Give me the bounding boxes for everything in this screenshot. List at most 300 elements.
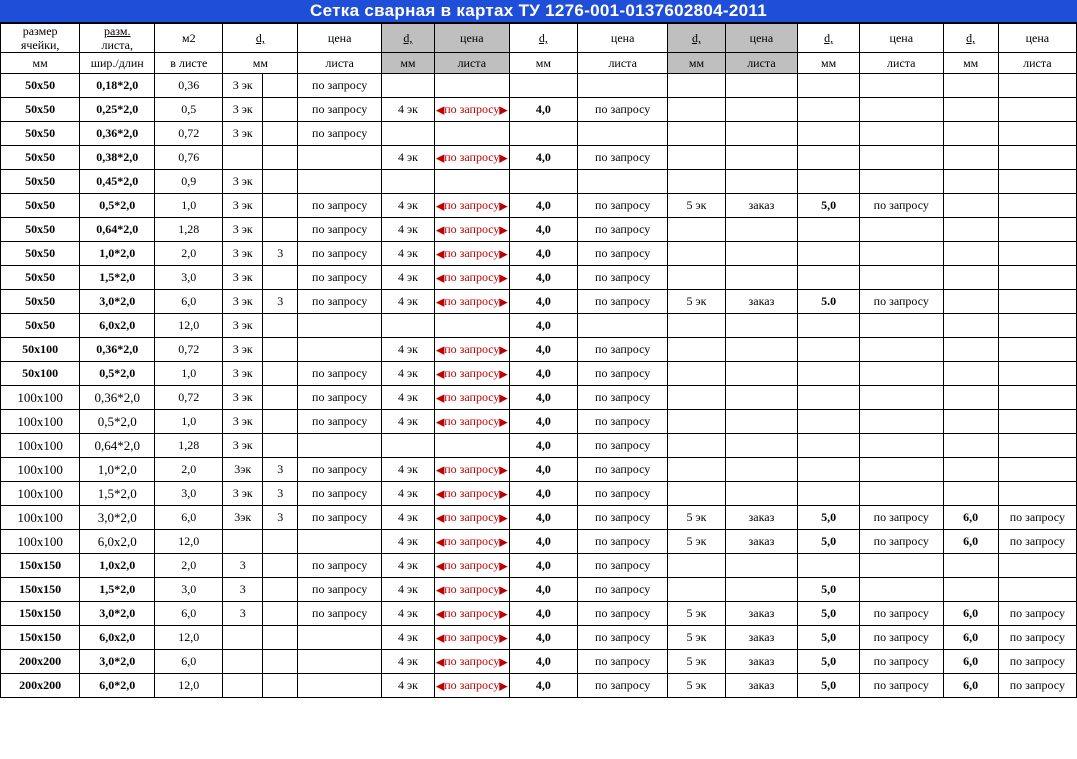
cell-diameter-3b xyxy=(263,74,298,98)
cell-area-m2: 12,0 xyxy=(155,626,223,650)
cell-price-3: по запросу xyxy=(298,482,382,506)
cell-price-5b xyxy=(859,554,943,578)
cell-diameter-5 xyxy=(668,170,725,194)
header-price-6: цена xyxy=(998,24,1076,53)
cell-diameter-6: 6,0 xyxy=(943,626,998,650)
cell-price-4b: по запросу xyxy=(578,458,668,482)
cell-diameter-3b: 3 xyxy=(263,242,298,266)
cell-mesh-size: 100x100 xyxy=(1,386,80,410)
cell-area-m2: 6,0 xyxy=(155,506,223,530)
cell-area-m2: 1,0 xyxy=(155,194,223,218)
cell-diameter-3b xyxy=(263,602,298,626)
cell-diameter-5b: 5,0 xyxy=(798,578,860,602)
cell-price-6: по запросу xyxy=(998,506,1076,530)
cell-price-4b: по запросу xyxy=(578,578,668,602)
cell-price-4b: по запросу xyxy=(578,602,668,626)
cell-sheet-size: 0,64*2,0 xyxy=(80,434,155,458)
cell-diameter-6 xyxy=(943,314,998,338)
cell-price-5 xyxy=(725,314,798,338)
table-row xyxy=(1,338,1077,362)
table-row xyxy=(1,146,1077,170)
cell-price-5 xyxy=(725,170,798,194)
cell-diameter-5 xyxy=(668,314,725,338)
cell-diameter-6 xyxy=(943,362,998,386)
cell-price-4b: по запросу xyxy=(578,650,668,674)
cell-price-3: по запросу xyxy=(298,242,382,266)
cell-price-4b: по запросу xyxy=(578,482,668,506)
cell-price-3 xyxy=(298,338,382,362)
cell-price-5: заказ xyxy=(725,194,798,218)
table-row xyxy=(1,290,1077,314)
cell-price-4 xyxy=(434,122,509,146)
cell-mesh-size: 100x100 xyxy=(1,530,80,554)
cell-diameter-4 xyxy=(382,434,435,458)
cell-area-m2: 2,0 xyxy=(155,554,223,578)
cell-mesh-size: 100x100 xyxy=(1,482,80,506)
cell-price-4b: по запросу xyxy=(578,554,668,578)
cell-price-3 xyxy=(298,170,382,194)
cell-price-4b: по запросу xyxy=(578,434,668,458)
cell-diameter-5 xyxy=(668,266,725,290)
cell-diameter-3b xyxy=(263,626,298,650)
table-row xyxy=(1,554,1077,578)
cell-price-4b: по запросу xyxy=(578,146,668,170)
cell-price-6 xyxy=(998,314,1076,338)
cell-diameter-3b xyxy=(263,578,298,602)
header-units-mm-5b: мм xyxy=(798,53,860,74)
header-d-4: d, xyxy=(382,24,435,53)
cell-mesh-size: 50x50 xyxy=(1,98,80,122)
cell-diameter-4b: 4,0 xyxy=(509,674,577,698)
cell-price-5b xyxy=(859,170,943,194)
cell-sheet-size: 6,0x2,0 xyxy=(80,314,155,338)
cell-sheet-size: 0,25*2,0 xyxy=(80,98,155,122)
cell-diameter-4b xyxy=(509,122,577,146)
cell-price-4: ◀ по запросу ▶ xyxy=(434,146,509,170)
table-row xyxy=(1,194,1077,218)
cell-price-5 xyxy=(725,146,798,170)
cell-mesh-size: 100x100 xyxy=(1,506,80,530)
cell-price-3: по запросу xyxy=(298,266,382,290)
cell-diameter-4b: 4,0 xyxy=(509,482,577,506)
cell-mesh-size: 50x50 xyxy=(1,194,80,218)
cell-diameter-6 xyxy=(943,122,998,146)
cell-diameter-5b: 5,0 xyxy=(798,530,860,554)
cell-diameter-5b xyxy=(798,74,860,98)
cell-sheet-size: 0,5*2,0 xyxy=(80,362,155,386)
cell-price-5 xyxy=(725,434,798,458)
table-row xyxy=(1,242,1077,266)
cell-price-6 xyxy=(998,242,1076,266)
cell-diameter-4: 4 эк xyxy=(382,98,435,122)
cell-price-3 xyxy=(298,314,382,338)
cell-price-4: ◀ по запросу ▶ xyxy=(434,242,509,266)
cell-price-6 xyxy=(998,98,1076,122)
cell-price-5 xyxy=(725,458,798,482)
cell-price-3: по запросу xyxy=(298,98,382,122)
cell-diameter-5: 5 эк xyxy=(668,650,725,674)
cell-diameter-6: 6,0 xyxy=(943,506,998,530)
cell-area-m2: 3,0 xyxy=(155,266,223,290)
cell-price-5: заказ xyxy=(725,602,798,626)
cell-diameter-4b: 4,0 xyxy=(509,98,577,122)
cell-area-m2: 1,28 xyxy=(155,434,223,458)
cell-diameter-3b xyxy=(263,410,298,434)
cell-price-5: заказ xyxy=(725,674,798,698)
cell-diameter-4b: 4,0 xyxy=(509,242,577,266)
cell-price-4: ◀ по запросу ▶ xyxy=(434,218,509,242)
cell-price-6 xyxy=(998,146,1076,170)
cell-mesh-size: 100x100 xyxy=(1,434,80,458)
cell-price-5b xyxy=(859,242,943,266)
cell-price-6 xyxy=(998,578,1076,602)
cell-price-3: по запросу xyxy=(298,74,382,98)
header-units-list-5b: листа xyxy=(859,53,943,74)
cell-diameter-5b xyxy=(798,146,860,170)
cell-mesh-size: 50x50 xyxy=(1,146,80,170)
cell-diameter-4b: 4,0 xyxy=(509,458,577,482)
table-row xyxy=(1,314,1077,338)
cell-mesh-size: 50x100 xyxy=(1,338,80,362)
cell-diameter-6: 6,0 xyxy=(943,530,998,554)
cell-diameter-5 xyxy=(668,146,725,170)
cell-price-5b xyxy=(859,314,943,338)
cell-diameter-4b: 4,0 xyxy=(509,530,577,554)
header-price-5b: цена xyxy=(859,24,943,53)
cell-area-m2: 0,72 xyxy=(155,122,223,146)
cell-price-4: ◀ по запросу ▶ xyxy=(434,554,509,578)
cell-diameter-3: 3эк xyxy=(223,506,263,530)
cell-diameter-3: 3 эк xyxy=(223,290,263,314)
cell-diameter-3b xyxy=(263,674,298,698)
header-d-4b: d, xyxy=(509,24,577,53)
header-sheet-size: разм. листа, xyxy=(80,24,155,53)
cell-price-6: по запросу xyxy=(998,602,1076,626)
cell-price-4b: по запросу xyxy=(578,626,668,650)
cell-diameter-5: 5 эк xyxy=(668,626,725,650)
table-body xyxy=(1,74,1077,698)
cell-diameter-3b xyxy=(263,650,298,674)
table-row xyxy=(1,410,1077,434)
cell-mesh-size: 150x150 xyxy=(1,578,80,602)
cell-price-5 xyxy=(725,242,798,266)
cell-mesh-size: 50x50 xyxy=(1,266,80,290)
cell-diameter-5b: 5,0 xyxy=(798,194,860,218)
cell-price-4: ◀ по запросу ▶ xyxy=(434,290,509,314)
cell-diameter-4: 4 эк xyxy=(382,146,435,170)
cell-diameter-4b: 4,0 xyxy=(509,626,577,650)
cell-diameter-3: 3эк xyxy=(223,458,263,482)
cell-diameter-5b xyxy=(798,410,860,434)
cell-price-3: по запросу xyxy=(298,218,382,242)
cell-diameter-3b: 3 xyxy=(263,290,298,314)
cell-diameter-4b xyxy=(509,74,577,98)
cell-diameter-4: 4 эк xyxy=(382,530,435,554)
cell-price-6 xyxy=(998,554,1076,578)
cell-diameter-5b: 5,0 xyxy=(798,602,860,626)
cell-diameter-6 xyxy=(943,170,998,194)
cell-diameter-4b: 4,0 xyxy=(509,650,577,674)
cell-diameter-4 xyxy=(382,122,435,146)
cell-price-5b xyxy=(859,434,943,458)
cell-price-5 xyxy=(725,266,798,290)
cell-diameter-5b: 5.0 xyxy=(798,290,860,314)
header-units-list-5: листа xyxy=(725,53,798,74)
table-row xyxy=(1,458,1077,482)
cell-sheet-size: 1,5*2,0 xyxy=(80,482,155,506)
cell-diameter-3 xyxy=(223,674,263,698)
cell-price-5b: по запросу xyxy=(859,650,943,674)
header-d-5: d, xyxy=(668,24,725,53)
cell-price-5b xyxy=(859,482,943,506)
cell-diameter-3b xyxy=(263,386,298,410)
cell-price-5 xyxy=(725,410,798,434)
cell-price-5b xyxy=(859,362,943,386)
header-units-list-3: листа xyxy=(298,53,382,74)
cell-price-5 xyxy=(725,362,798,386)
cell-price-4 xyxy=(434,170,509,194)
cell-price-6 xyxy=(998,290,1076,314)
cell-diameter-4: 4 эк xyxy=(382,242,435,266)
cell-price-6 xyxy=(998,482,1076,506)
cell-diameter-4b xyxy=(509,170,577,194)
cell-diameter-5b: 5,0 xyxy=(798,626,860,650)
cell-price-4: ◀ по запросу ▶ xyxy=(434,458,509,482)
cell-price-4b xyxy=(578,122,668,146)
header-units-mm-4: мм xyxy=(382,53,435,74)
cell-mesh-size: 50x50 xyxy=(1,242,80,266)
cell-area-m2: 3,0 xyxy=(155,578,223,602)
cell-price-4b: по запросу xyxy=(578,530,668,554)
cell-diameter-5b xyxy=(798,170,860,194)
cell-mesh-size: 100x100 xyxy=(1,458,80,482)
cell-price-4b: по запросу xyxy=(578,338,668,362)
cell-diameter-3: 3 эк xyxy=(223,74,263,98)
header-units-sheet: в листе xyxy=(155,53,223,74)
cell-area-m2: 6,0 xyxy=(155,290,223,314)
cell-diameter-4b: 4,0 xyxy=(509,290,577,314)
cell-diameter-6 xyxy=(943,194,998,218)
cell-sheet-size: 6,0*2,0 xyxy=(80,674,155,698)
cell-diameter-5b xyxy=(798,386,860,410)
table-row xyxy=(1,266,1077,290)
header-price-3: цена xyxy=(298,24,382,53)
cell-price-6 xyxy=(998,170,1076,194)
cell-mesh-size: 50x50 xyxy=(1,170,80,194)
cell-price-5: заказ xyxy=(725,506,798,530)
cell-price-4: ◀ по запросу ▶ xyxy=(434,266,509,290)
cell-diameter-6 xyxy=(943,410,998,434)
cell-price-5 xyxy=(725,218,798,242)
cell-diameter-6 xyxy=(943,434,998,458)
cell-diameter-3: 3 эк xyxy=(223,242,263,266)
cell-diameter-4b: 4,0 xyxy=(509,410,577,434)
table-row xyxy=(1,650,1077,674)
cell-diameter-5b xyxy=(798,458,860,482)
cell-diameter-5b: 5,0 xyxy=(798,506,860,530)
cell-diameter-3 xyxy=(223,530,263,554)
cell-diameter-3b: 3 xyxy=(263,506,298,530)
table-row xyxy=(1,578,1077,602)
cell-price-6: по запросу xyxy=(998,626,1076,650)
table-header xyxy=(1,24,1077,74)
cell-diameter-3b xyxy=(263,314,298,338)
cell-diameter-4 xyxy=(382,74,435,98)
table-row xyxy=(1,386,1077,410)
cell-sheet-size: 0,36*2,0 xyxy=(80,386,155,410)
cell-price-5b: по запросу xyxy=(859,506,943,530)
cell-price-4: ◀ по запросу ▶ xyxy=(434,194,509,218)
cell-price-4 xyxy=(434,314,509,338)
cell-diameter-3b xyxy=(263,218,298,242)
cell-price-5b: по запросу xyxy=(859,626,943,650)
cell-diameter-6: 6,0 xyxy=(943,602,998,626)
cell-sheet-size: 0,36*2,0 xyxy=(80,122,155,146)
header-units-list-4: листа xyxy=(434,53,509,74)
cell-diameter-3b xyxy=(263,98,298,122)
cell-diameter-5b: 5,0 xyxy=(798,650,860,674)
cell-area-m2: 3,0 xyxy=(155,482,223,506)
table-row xyxy=(1,98,1077,122)
cell-price-4b: по запросу xyxy=(578,410,668,434)
cell-price-3: по запросу xyxy=(298,554,382,578)
table-row xyxy=(1,74,1077,98)
cell-diameter-5: 5 эк xyxy=(668,674,725,698)
header-mesh-size: размер ячейки, xyxy=(1,24,80,53)
cell-price-4b: по запросу xyxy=(578,98,668,122)
cell-price-6 xyxy=(998,122,1076,146)
cell-sheet-size: 0,64*2,0 xyxy=(80,218,155,242)
cell-mesh-size: 50x50 xyxy=(1,290,80,314)
cell-price-4: ◀ по запросу ▶ xyxy=(434,410,509,434)
cell-diameter-4: 4 эк xyxy=(382,194,435,218)
cell-diameter-6: 6,0 xyxy=(943,650,998,674)
cell-diameter-6 xyxy=(943,266,998,290)
cell-price-5b xyxy=(859,74,943,98)
cell-diameter-6 xyxy=(943,578,998,602)
cell-diameter-3b xyxy=(263,122,298,146)
cell-price-5b xyxy=(859,578,943,602)
cell-mesh-size: 150x150 xyxy=(1,554,80,578)
cell-price-4 xyxy=(434,74,509,98)
cell-area-m2: 2,0 xyxy=(155,242,223,266)
cell-price-3 xyxy=(298,650,382,674)
table-row xyxy=(1,506,1077,530)
cell-diameter-4: 4 эк xyxy=(382,626,435,650)
cell-diameter-3: 3 эк xyxy=(223,218,263,242)
cell-diameter-5b xyxy=(798,314,860,338)
cell-price-3: по запросу xyxy=(298,362,382,386)
cell-price-4: ◀ по запросу ▶ xyxy=(434,338,509,362)
cell-diameter-3: 3 эк xyxy=(223,314,263,338)
cell-price-4: ◀ по запросу ▶ xyxy=(434,482,509,506)
cell-price-5: заказ xyxy=(725,290,798,314)
cell-price-6 xyxy=(998,434,1076,458)
cell-price-6 xyxy=(998,266,1076,290)
cell-price-5 xyxy=(725,338,798,362)
cell-diameter-4 xyxy=(382,314,435,338)
cell-price-6: по запросу xyxy=(998,530,1076,554)
cell-price-5 xyxy=(725,578,798,602)
cell-price-5 xyxy=(725,98,798,122)
table-row xyxy=(1,362,1077,386)
cell-price-5 xyxy=(725,74,798,98)
cell-diameter-5 xyxy=(668,338,725,362)
cell-mesh-size: 50x50 xyxy=(1,122,80,146)
cell-diameter-5: 5 эк xyxy=(668,290,725,314)
cell-diameter-4: 4 эк xyxy=(382,410,435,434)
cell-diameter-3: 3 эк xyxy=(223,338,263,362)
cell-price-5b: по запросу xyxy=(859,194,943,218)
cell-price-4b: по запросу xyxy=(578,242,668,266)
cell-diameter-5: 5 эк xyxy=(668,506,725,530)
cell-diameter-5b xyxy=(798,554,860,578)
cell-price-5: заказ xyxy=(725,530,798,554)
cell-sheet-size: 0,45*2,0 xyxy=(80,170,155,194)
cell-diameter-3b xyxy=(263,554,298,578)
cell-price-4b: по запросу xyxy=(578,362,668,386)
cell-diameter-4: 4 эк xyxy=(382,506,435,530)
cell-diameter-4b: 4,0 xyxy=(509,506,577,530)
cell-price-4: ◀ по запросу ▶ xyxy=(434,386,509,410)
cell-diameter-6 xyxy=(943,146,998,170)
cell-price-3: по запросу xyxy=(298,410,382,434)
cell-area-m2: 1,0 xyxy=(155,410,223,434)
cell-mesh-size: 50x50 xyxy=(1,74,80,98)
header-units-mm-3: мм xyxy=(223,53,298,74)
cell-sheet-size: 6,0x2,0 xyxy=(80,530,155,554)
cell-price-5b xyxy=(859,146,943,170)
cell-price-6 xyxy=(998,458,1076,482)
cell-sheet-size: 0,5*2,0 xyxy=(80,194,155,218)
cell-sheet-size: 0,36*2,0 xyxy=(80,338,155,362)
cell-price-4b: по запросу xyxy=(578,386,668,410)
cell-price-6 xyxy=(998,194,1076,218)
cell-diameter-4b: 4,0 xyxy=(509,554,577,578)
cell-diameter-3: 3 эк xyxy=(223,362,263,386)
cell-price-4: ◀ по запросу ▶ xyxy=(434,98,509,122)
header-d-5b: d, xyxy=(798,24,860,53)
cell-diameter-3: 3 xyxy=(223,554,263,578)
cell-diameter-5 xyxy=(668,578,725,602)
cell-diameter-3 xyxy=(223,626,263,650)
cell-price-4b: по запросу xyxy=(578,290,668,314)
cell-price-6 xyxy=(998,218,1076,242)
cell-diameter-4b: 4,0 xyxy=(509,194,577,218)
cell-sheet-size: 0,18*2,0 xyxy=(80,74,155,98)
cell-diameter-6 xyxy=(943,218,998,242)
cell-diameter-3b xyxy=(263,146,298,170)
header-d-6: d, xyxy=(943,24,998,53)
cell-diameter-5 xyxy=(668,482,725,506)
header-d-3: d, xyxy=(223,24,298,53)
cell-diameter-5 xyxy=(668,242,725,266)
cell-price-5 xyxy=(725,122,798,146)
cell-price-4: ◀ по запросу ▶ xyxy=(434,578,509,602)
cell-diameter-3: 3 эк xyxy=(223,434,263,458)
cell-price-6 xyxy=(998,410,1076,434)
header-price-4: цена xyxy=(434,24,509,53)
cell-diameter-4: 4 эк xyxy=(382,650,435,674)
cell-diameter-3b xyxy=(263,194,298,218)
table-row xyxy=(1,530,1077,554)
cell-diameter-5b xyxy=(798,266,860,290)
cell-diameter-5b xyxy=(798,434,860,458)
cell-diameter-3: 3 эк xyxy=(223,98,263,122)
cell-diameter-5b xyxy=(798,362,860,386)
cell-diameter-3b xyxy=(263,362,298,386)
cell-price-3 xyxy=(298,530,382,554)
